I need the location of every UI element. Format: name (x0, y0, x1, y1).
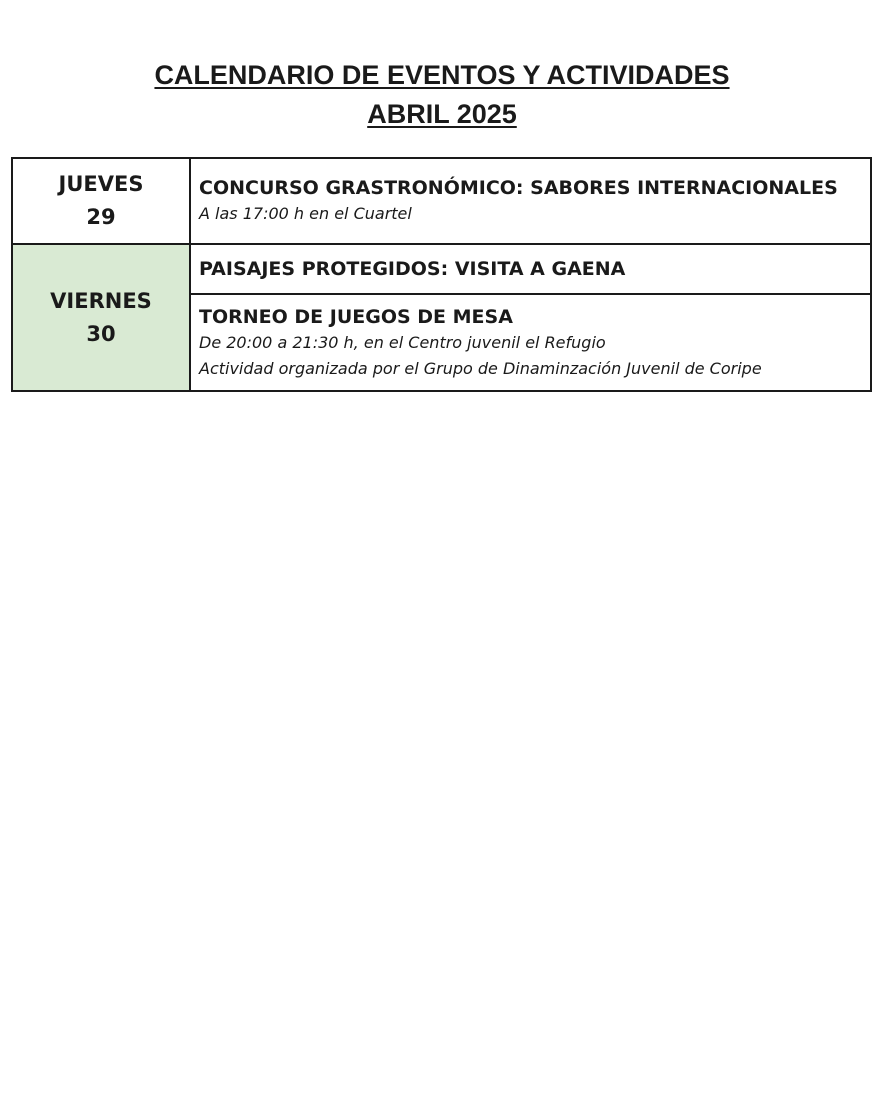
event-detail: Actividad organizada por el Grupo de Dinaminzación Juvenil de Coripe (199, 358, 762, 378)
page-title: CALENDARIO DE EVENTOS Y ACTIVIDADES (154, 60, 730, 90)
table-row (12, 158, 871, 244)
event-title: TORNEO DE JUEGOS DE MESA (199, 305, 513, 328)
page-subtitle-month: ABRIL 2025 (367, 99, 517, 129)
table-row (12, 244, 871, 294)
event-cell (190, 294, 871, 391)
event-cell (190, 244, 871, 294)
event-detail: A las 17:00 h en el Cuartel (199, 204, 412, 223)
day-cell-friday (12, 244, 190, 391)
event-title: PAISAJES PROTEGIDOS: VISITA A GAENA (199, 258, 626, 280)
day-number: 29 (86, 205, 116, 229)
day-name: VIERNES (50, 288, 152, 313)
day-name: JUEVES (58, 172, 144, 196)
page-header (0, 56, 884, 134)
day-cell-thursday (12, 158, 190, 244)
day-number: 30 (86, 321, 116, 346)
events-calendar-table (11, 157, 872, 392)
event-detail: De 20:00 a 21:30 h, en el Centro juvenil el Refugio (199, 332, 606, 352)
event-title: CONCURSO GRASTRONÓMICO: SABORES INTERNACIONALES (199, 177, 838, 199)
event-cell (190, 158, 871, 244)
